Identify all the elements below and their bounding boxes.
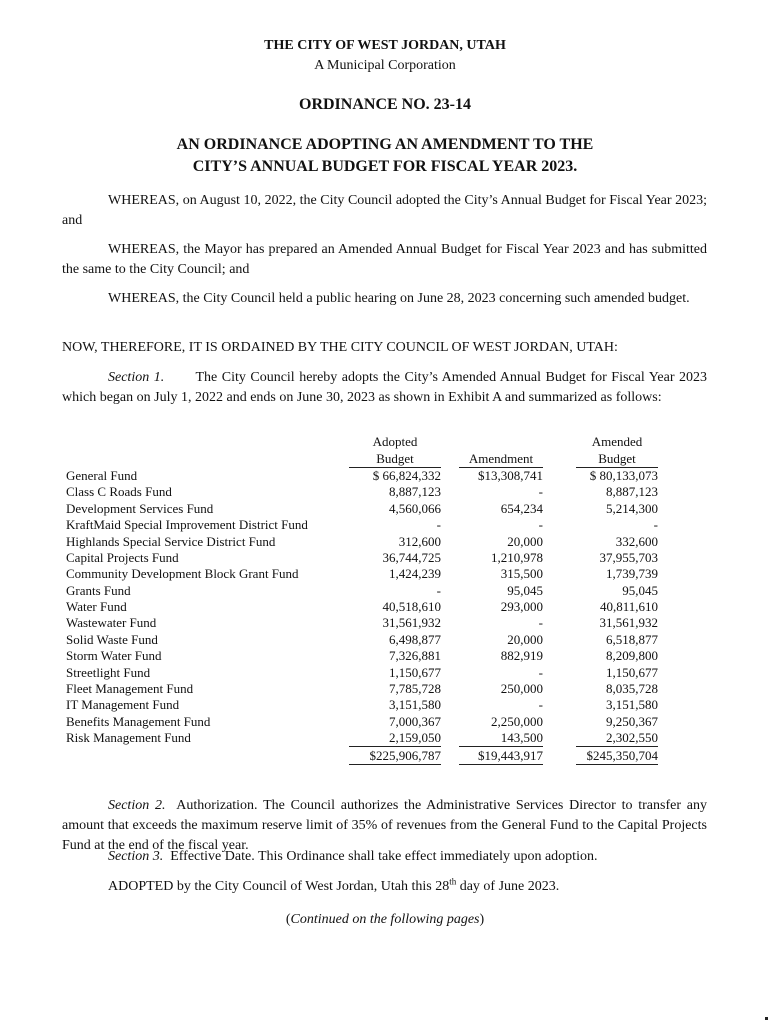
continued-note (0, 912, 770, 928)
adopted-budget-cell: 8,887,123 (389, 484, 441, 500)
adopted-budget-cell: 7,785,728 (389, 681, 441, 697)
adopted-budget-cell: $ 66,824,332 (372, 467, 441, 483)
table-row (66, 550, 658, 566)
amended-budget-cell: 332,600 (615, 533, 658, 549)
table-row (66, 632, 658, 648)
ordinance-number: ORDINANCE NO. 23-14 (299, 96, 471, 113)
section-3-paragraph (62, 847, 707, 867)
adopted-budget-cell: 1,424,239 (389, 566, 441, 582)
section-2-text: Authorization. The Council authorizes the Administrative Services Director to transfer any amount that exceeds the maximum reserve limit of 35% of revenues from the General Fund to the Capital Projects Fund at the end of the fiscal year. (62, 798, 707, 853)
section-1-label: Section 1. (108, 370, 165, 385)
ordinance-title-line-2: CITY’S ANNUAL BUDGET FOR FISCAL YEAR 2023. (192, 158, 578, 175)
total-adopted: $225,906,787 (349, 747, 441, 764)
adopted-ordinal-suffix: th (449, 876, 457, 887)
amendment-cell: - (538, 484, 543, 500)
adopted-budget-cell: - (436, 582, 441, 598)
adopted-budget-cell: 312,600 (398, 533, 441, 549)
table-row (66, 517, 658, 533)
table-row (66, 714, 658, 730)
adopted-budget-cell: 31,561,932 (382, 615, 441, 631)
adopted-budget-cell: 4,560,066 (389, 500, 441, 516)
adopted-budget-cell: 1,150,677 (389, 664, 441, 680)
table-row (66, 648, 658, 664)
section-1-text: The City Council hereby adopts the City’s Amended Annual Budget for Fiscal Year 2023 which began on July 1, 2022 and ends on June 30, 2023 as shown in Exhibit A and summarized as follows: (62, 370, 708, 405)
col-amended-budget-label: Budget (576, 450, 658, 467)
amended-budget-cell: 37,955,703 (599, 549, 658, 565)
amended-budget-cell: 31,561,932 (599, 615, 658, 631)
section-3-label: Section 3. (108, 849, 164, 864)
amended-budget-cell: 40,811,610 (599, 599, 658, 615)
fund-name-cell: Class C Roads Fund (66, 484, 172, 500)
now-therefore-paragraph: NOW, THEREFORE, IT IS ORDAINED BY THE CITY COUNCIL OF WEST JORDAN, UTAH: (62, 340, 618, 355)
table-row (66, 615, 658, 631)
fund-name-cell: Grants Fund (66, 582, 131, 598)
whereas-3-text: WHEREAS, the City Council held a public hearing on June 28, 2023 concerning such amended budget. (108, 291, 690, 306)
amended-budget-cell: 1,739,739 (606, 566, 658, 582)
amendment-cell: 20,000 (507, 631, 543, 647)
table-row (66, 533, 658, 549)
amended-budget-cell: 95,045 (622, 582, 658, 598)
budget-table-body (66, 467, 658, 747)
fund-name-cell: Community Development Block Grant Fund (66, 566, 299, 582)
amendment-cell: 250,000 (500, 681, 543, 697)
amended-budget-cell: 8,209,800 (606, 648, 658, 664)
ordinance-title-line-1: AN ORDINANCE ADOPTING AN AMENDMENT TO THE (176, 136, 594, 153)
amendment-cell: - (538, 517, 543, 533)
adopted-text: ADOPTED by the City Council of West Jordan, Utah this 28 (108, 879, 450, 894)
section-3-text: Effective Date. This Ordinance shall take effect immediately upon adoption. (170, 849, 598, 864)
amendment-cell: 315,500 (500, 566, 543, 582)
fund-name-cell: Fleet Management Fund (66, 681, 194, 697)
amended-budget-cell: 6,518,877 (606, 631, 658, 647)
table-header-row-1 (66, 434, 658, 450)
amendment-cell: $13,308,741 (478, 467, 543, 483)
total-amendment: $19,443,917 (459, 747, 543, 764)
adopted-budget-cell: - (436, 517, 441, 533)
amended-budget-cell: 5,214,300 (606, 500, 658, 516)
whereas-1-text: WHEREAS, on August 10, 2022, the City Council adopted the City’s Annual Budget for Fiscal Year 2023; and (62, 193, 707, 228)
section-1-paragraph (62, 368, 707, 408)
table-row (66, 501, 658, 517)
fund-name-cell: IT Management Fund (66, 697, 180, 713)
table-row (66, 484, 658, 500)
adopted-budget-cell: 2,159,050 (349, 730, 441, 747)
col-amended-label: Amended (591, 434, 643, 450)
fund-name-cell: General Fund (66, 467, 138, 483)
adopted-budget-cell: 40,518,610 (382, 599, 441, 615)
amended-budget-cell: 8,887,123 (606, 484, 658, 500)
amendment-cell: 95,045 (507, 582, 543, 598)
col-adopted-budget-label: Budget (349, 450, 441, 467)
col-adopted-label: Adopted (372, 434, 418, 450)
fund-name-cell: Development Services Fund (66, 500, 214, 516)
amendment-cell: 143,500 (459, 730, 543, 747)
paren-close: ) (479, 912, 485, 927)
table-row (66, 467, 658, 484)
totals-row (66, 747, 658, 764)
table-row (66, 583, 658, 599)
whereas-2-text: WHEREAS, the Mayor has prepared an Amended Annual Budget for Fiscal Year 2023 and has submitted the same to the City Council; and (62, 242, 707, 277)
amendment-cell: - (538, 664, 543, 680)
amended-budget-cell: 1,150,677 (606, 664, 658, 680)
adopted-budget-cell: 36,744,725 (382, 549, 441, 565)
amendment-cell: 654,234 (500, 500, 543, 516)
adopted-budget-cell: 6,498,877 (389, 631, 441, 647)
amendment-cell: 293,000 (500, 599, 543, 615)
fund-name-cell: KraftMaid Special Improvement District Fund (66, 517, 308, 533)
adopted-budget-cell: 7,000,367 (389, 713, 441, 729)
fund-name-cell: Solid Waste Fund (66, 631, 158, 647)
budget-summary-table (66, 434, 658, 765)
amendment-cell: - (538, 697, 543, 713)
table-header-row-2 (66, 450, 658, 467)
fund-name-cell: Streetlight Fund (66, 664, 151, 680)
table-row (66, 681, 658, 697)
fund-name-cell: Storm Water Fund (66, 648, 162, 664)
adopted-paragraph (62, 877, 707, 897)
continued-text: Continued on the following pages (290, 912, 480, 927)
page-mark (765, 1017, 768, 1020)
amended-budget-cell: 8,035,728 (606, 681, 658, 697)
amendment-cell: 1,210,978 (491, 549, 543, 565)
total-amended: $245,350,704 (576, 747, 658, 764)
fund-name-cell: Water Fund (66, 599, 127, 615)
col-amendment-label: Amendment (459, 450, 543, 467)
corporation-subheading: A Municipal Corporation (314, 58, 456, 73)
amended-budget-cell: 2,302,550 (576, 730, 658, 747)
fund-name-cell: Capital Projects Fund (66, 549, 179, 565)
whereas-paragraph-1 (62, 191, 707, 231)
table-row (66, 697, 658, 713)
whereas-paragraph-2 (62, 240, 707, 280)
paren-open: ( (285, 912, 291, 927)
amended-budget-cell: $ 80,133,073 (589, 467, 658, 483)
fund-name-cell: Benefits Management Fund (66, 713, 211, 729)
amendment-cell: 882,919 (500, 648, 543, 664)
city-heading: THE CITY OF WEST JORDAN, UTAH (264, 38, 506, 53)
whereas-paragraph-3 (62, 289, 707, 309)
amendment-cell: 2,250,000 (491, 713, 543, 729)
adopted-budget-cell: 7,326,881 (389, 648, 441, 664)
table-row (66, 730, 658, 747)
table-row (66, 566, 658, 582)
adopted-budget-cell: 3,151,580 (389, 697, 441, 713)
amended-budget-cell: 3,151,580 (606, 697, 658, 713)
table-row (66, 664, 658, 680)
amendment-cell: - (538, 615, 543, 631)
amended-budget-cell: 9,250,367 (606, 713, 658, 729)
amended-budget-cell: - (653, 517, 658, 533)
adopted-text-end: day of June 2023. (456, 879, 560, 894)
fund-name-cell: Wastewater Fund (66, 615, 157, 631)
section-2-label: Section 2. (108, 798, 166, 813)
amendment-cell: 20,000 (507, 533, 543, 549)
fund-name-cell: Highlands Special Service District Fund (66, 533, 276, 549)
table-row (66, 599, 658, 615)
fund-name-cell: Risk Management Fund (66, 730, 191, 746)
